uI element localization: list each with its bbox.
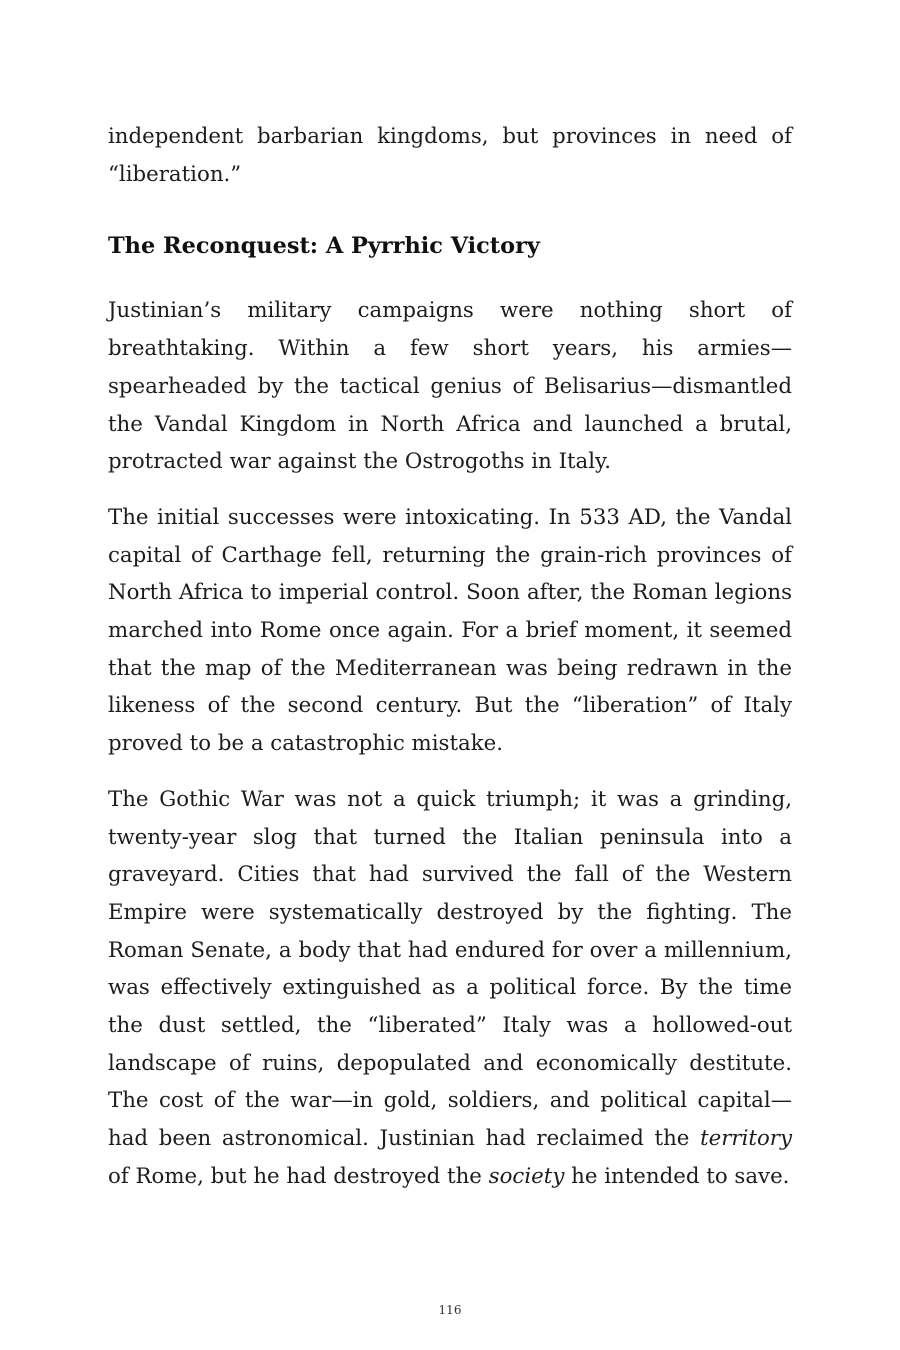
paragraph-initial-successes: The initial successes were intoxicating. In 533 AD, the Vandal capital of Carthage fell, returning the grain-rich provinces of North Africa to imperial control. Soon after, the Roman legions marched into Rome once again. For a brief moment, it seemed that the map of the Mediterranean was being redrawn in the likeness of the second century. But the “liberation” of Italy proved to be a catastrophic mistake. — [108, 504, 792, 757]
page-body — [108, 118, 792, 1196]
gothic-war-text-2: of Rome, but he had destroyed the — [108, 1163, 489, 1189]
page-number: 116 — [438, 1303, 462, 1317]
emphasis-territory: territory — [700, 1126, 792, 1152]
continuation-paragraph: independent barbarian kingdoms, but provinces in need of “liberation.” — [108, 124, 792, 187]
section-heading: The Reconquest: A Pyrrhic Victory — [108, 233, 540, 260]
gothic-war-text-3: he intended to save. — [564, 1163, 790, 1189]
gothic-war-text-1: The Gothic War was not a quick triumph; it was a grinding, twenty-year slog that turned the Italian peninsula into a graveyard. Cities that had survived the fall of the Western Empire were systematically destroyed by the fighting. The Roman Senate, a body that had endured for over a millennium, was effectively extinguished as a political force. By the time the dust settled, the “liberated” Italy was a hollowed-out landscape of ruins, depopulated and economically destitute. The cost of the war—in gold, soldiers, and political capital—had been astronomical. Justinian had reclaimed the — [108, 786, 792, 1152]
paragraph-gothic-war — [108, 781, 792, 1196]
paragraph-military-campaigns: Justinian’s military campaigns were nothing short of breathtaking. Within a few short years, his armies—spearheaded by the tactical genius of Belisarius—dismantled the Vandal Kingdom in North Africa and launched a brutal, protracted war against the Ostrogoths in Italy. — [108, 298, 792, 475]
emphasis-society: society — [488, 1163, 565, 1189]
